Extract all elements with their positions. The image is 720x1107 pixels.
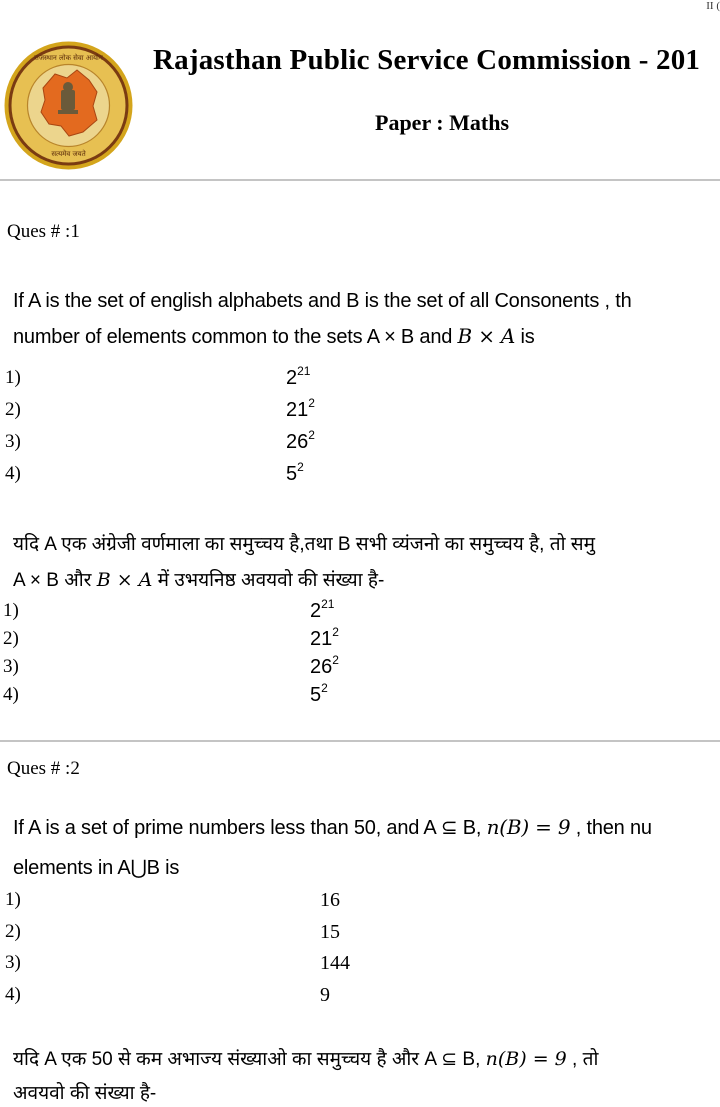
question-divider (0, 740, 720, 742)
question-text-en-line2: elements in A⋃B is (13, 857, 180, 879)
option-label: 4) (5, 463, 21, 484)
option-label: 1) (5, 367, 21, 388)
option-label: 4) (3, 684, 19, 705)
logo-text: राजस्थान लोक सेवा आयोग (34, 54, 103, 62)
question-text-en-line1: If A is a set of prime numbers less than 50, and A ⊆ B, n(B) = 9 , then nu (13, 815, 652, 839)
option-value: $26^2$ (310, 653, 339, 678)
option-label: 2) (3, 628, 19, 649)
option-label: 1) (5, 889, 21, 910)
question-text-en-line1: If A is the set of english alphabets and B is the set of all Consonents , th (13, 290, 632, 312)
question-text-en-line2: number of elements common to the sets A × B and B × A is (13, 324, 535, 348)
option-value: $2^{21}$ (286, 364, 311, 389)
question-text-hi-line1: यदि A एक 50 से कम अभाज्य संख्याओ का समुच्चय है और A ⊆ B, n(B) = 9 , तो (13, 1048, 599, 1070)
option-label: 4) (5, 984, 21, 1005)
question-text-hi-line2: अवयवो की संख्या है- (13, 1083, 157, 1104)
option-label: 3) (5, 952, 21, 973)
option-value: $21^2$ (310, 625, 339, 650)
option-label: 3) (5, 431, 21, 452)
header-divider (0, 179, 720, 181)
option-label: 2) (5, 921, 21, 942)
corner-mark: II ( (706, 0, 720, 12)
option-value: $26^2$ (286, 428, 315, 453)
option-value: $21^2$ (286, 396, 315, 421)
question-number: Ques # :2 (7, 758, 80, 779)
option-value: $5^2$ (310, 681, 328, 706)
option-value: 144 (320, 952, 350, 974)
question-text-hi-line2: A × B और B × A में उभयनिष्ठ अवयवो की संख्या है- (13, 569, 385, 591)
paper-subtitle: Paper : Maths (375, 110, 510, 135)
option-value: $2^{21}$ (310, 597, 335, 622)
page-title: Rajasthan Public Service Commission - 201 (153, 44, 701, 76)
option-value: 15 (320, 921, 340, 943)
question-number: Ques # :1 (7, 221, 80, 242)
rpsc-seal-logo (3, 40, 134, 171)
logo-motto: सत्यमेव जयते (51, 150, 86, 158)
option-label: 1) (3, 600, 19, 621)
option-value: 9 (320, 984, 330, 1006)
option-value: 16 (320, 889, 340, 911)
option-label: 2) (5, 399, 21, 420)
option-label: 3) (3, 656, 19, 677)
question-text-hi-line1: यदि A एक अंग्रेजी वर्णमाला का समुच्चय है,तथा B सभी व्यंजनो का समुच्चय है, तो समु (13, 534, 595, 555)
option-value: $5^2$ (286, 460, 304, 485)
